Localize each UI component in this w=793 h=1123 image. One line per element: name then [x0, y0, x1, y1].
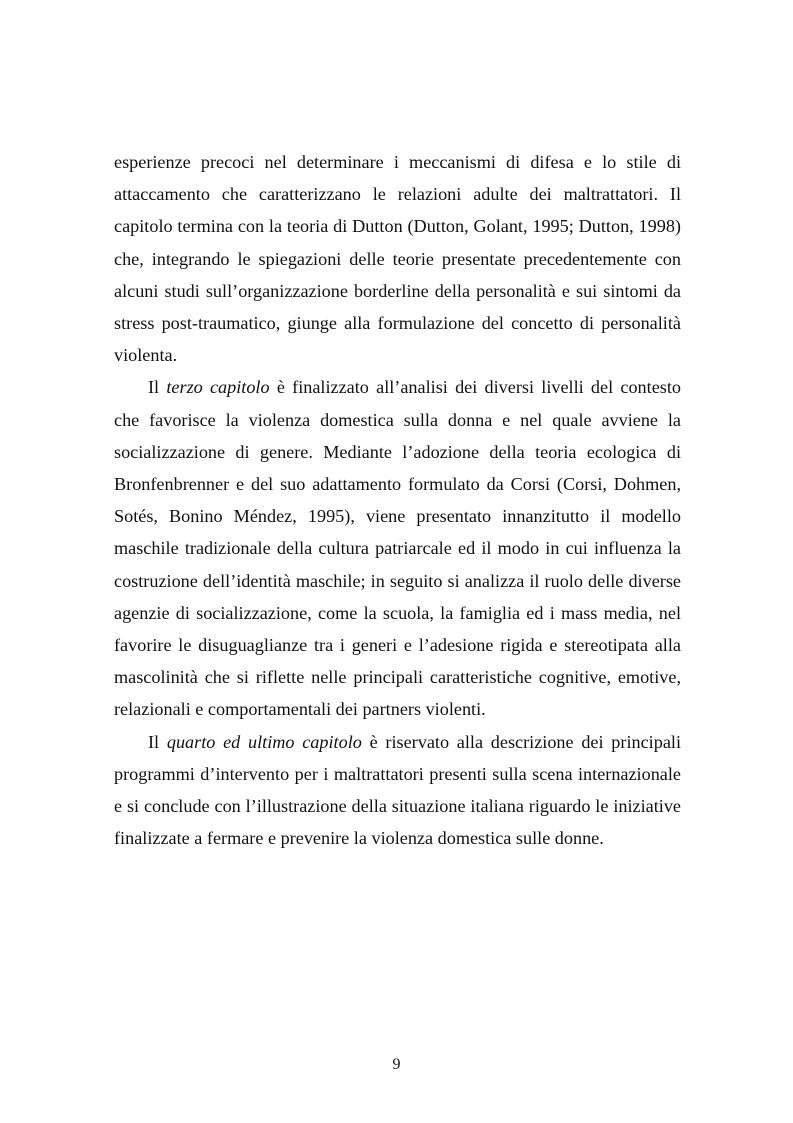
paragraph-third-chapter	[114, 371, 681, 725]
emphasis-chapter-title: quarto ed ultimo capitolo	[166, 731, 362, 752]
body-text	[114, 146, 681, 854]
paragraph-chapter-two-continuation	[114, 146, 681, 371]
paragraph-text: esperienze precoci nel determinare i meccanismi di difesa e lo stile di attaccamento che caratterizzano le relazioni adulte dei maltrattatori. Il capitolo termina con la teoria di Dutton (Dutton, Golant, 1995; Dutton, 1998) che, integrando le spiegazioni delle teorie presentate precedentemente con alcuni studi sull’organizzazione borderline della personalità e sui sintomi da stress post-traumatico, giunge alla formulazione del concetto di personalità violenta.	[114, 152, 681, 366]
paragraph-text: è riservato alla descrizione dei principali programmi d’intervento per i maltrattatori presenti sulla scena internazionale e si conclude con l’illustrazione della situazione italiana riguardo le iniziative finalizzate a fermare e prevenire la violenza domestica sulle donne.	[114, 731, 681, 849]
paragraph-text: è finalizzato all’analisi dei diversi livelli del contesto che favorisce la violenza domestica sulla donna e nel quale avviene la socializzazione di genere. Mediante l’adozione della teoria ecologica di Bronfenbrenner e del suo adattamento formulato da Corsi (Corsi, Dohmen, Sotés, Bonino Méndez, 1995), viene presentato innanzitutto il modello maschile tradizionale della cultura patriarcale ed il modo in cui influenza la costruzione dell’identità maschile; in seguito si analizza il ruolo delle diverse agenzie di socializzazione, come la scuola, la famiglia ed i mass media, nel favorire le disuguaglianze tra i generi e l’adesione rigida e stereotipata alla mascolinità che si riflette nelle principali caratteristiche cognitive, emotive, relazionali e comportamentali dei partners violenti.	[114, 377, 682, 720]
paragraph-text: Il	[148, 377, 167, 398]
paragraph-fourth-chapter	[114, 726, 681, 855]
paragraph-text: Il	[148, 731, 167, 752]
emphasis-chapter-title: terzo capitolo	[166, 377, 270, 398]
page-number: 9	[392, 1056, 401, 1073]
